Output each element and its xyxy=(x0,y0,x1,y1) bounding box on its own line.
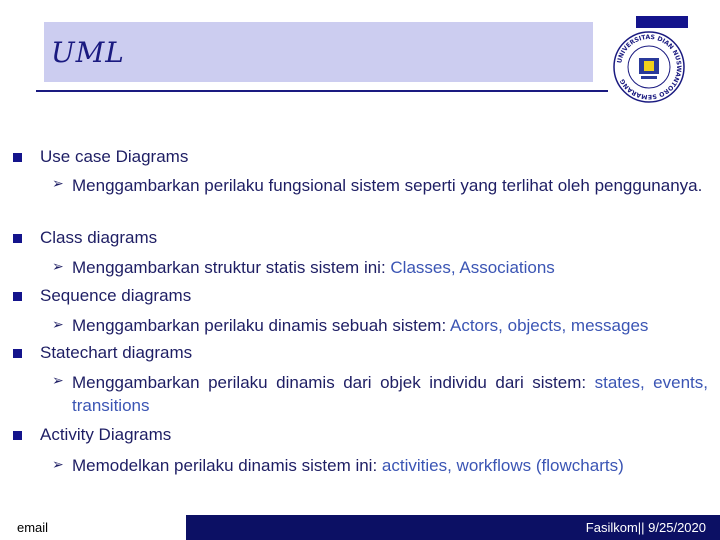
description-text: Menggambarkan perilaku fungsional sistem seperti yang terlihat oleh penggunanya. xyxy=(72,176,703,195)
description-highlight: activities, workflows (flowcharts) xyxy=(381,456,624,475)
description-text: Menggambarkan struktur statis sistem ini: xyxy=(72,258,391,277)
list-item-label: Activity Diagrams xyxy=(40,425,172,444)
list-item-description xyxy=(72,371,708,417)
arrow-bullet-icon: ➢ xyxy=(52,316,64,332)
description-highlight: states, events, transitions xyxy=(72,373,708,415)
arrow-bullet-icon: ➢ xyxy=(52,258,64,274)
footer-bar xyxy=(186,515,720,540)
footer-info: Fasilkom|| 9/25/2020 xyxy=(585,520,706,535)
list-item-label: Statechart diagrams xyxy=(40,343,193,362)
bullet-marker xyxy=(13,153,22,162)
university-logo xyxy=(612,30,686,104)
footer-email: email xyxy=(17,520,49,535)
title-divider xyxy=(36,90,608,92)
bullet-marker xyxy=(13,292,22,301)
arrow-bullet-icon: ➢ xyxy=(52,456,64,472)
list-item-description xyxy=(72,454,708,477)
bullet-marker xyxy=(13,349,22,358)
footer-left xyxy=(0,515,186,540)
list-item-label: Class diagrams xyxy=(40,228,158,247)
title-band xyxy=(44,22,593,82)
bullet-marker xyxy=(13,431,22,440)
description-text: Memodelkan perilaku dinamis sistem ini: xyxy=(72,456,382,475)
description-text: Menggambarkan perilaku dinamis dari objek individu dari sistem: xyxy=(72,373,595,392)
description-text: Menggambarkan perilaku dinamis sebuah sistem: xyxy=(72,316,450,335)
list-item-description xyxy=(72,314,708,337)
arrow-bullet-icon: ➢ xyxy=(52,175,64,191)
bullet-marker xyxy=(13,234,22,243)
list-item-label: Sequence diagrams xyxy=(40,286,192,305)
description-highlight: Actors, objects, messages xyxy=(449,316,649,335)
arrow-bullet-icon: ➢ xyxy=(52,372,64,388)
slide-title: UML xyxy=(51,36,125,69)
description-highlight: Classes, Associations xyxy=(390,258,555,277)
list-item-description xyxy=(72,174,708,197)
list-item-label: Use case Diagrams xyxy=(40,147,189,166)
logo-text: UNIVERSITAS DIAN NUSWANTORO SEMARANG xyxy=(616,33,683,101)
list-item-description xyxy=(72,256,708,279)
